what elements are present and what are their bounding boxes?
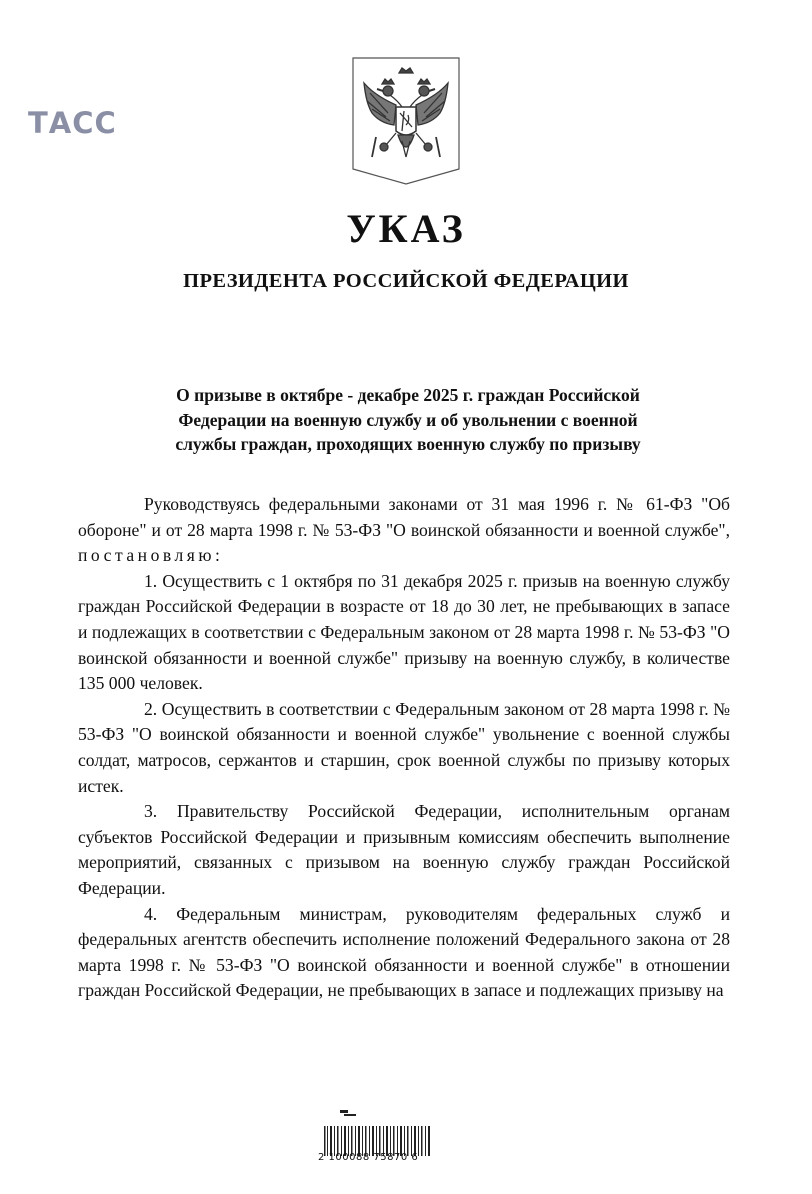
paragraph-4: 4. Федеральным министрам, руководителям федеральных служб и федеральных агентств обеспечить исполнение положений Федерального закона от 28 марта 1998 г. № 53-ФЗ "О воинской обязанности и военной службе" в отношении граждан Российской Федерации, не пребывающих в запасе и подлежащих призыву на [78, 903, 730, 1001]
tass-watermark: ТАСС [28, 106, 117, 140]
barcode-icon [320, 1108, 438, 1178]
heading-line: О призыве в октябре - декабре 2025 г. граждан Российской [176, 385, 640, 405]
heading-line: Федерации на военную службу и об увольнении с военной [178, 409, 638, 430]
document-subtitle: ПРЕЗИДЕНТА РОССИЙСКОЙ ФЕДЕРАЦИИ [183, 270, 629, 292]
paragraph-1: 1. Осуществить с 1 октября по 31 декабря 2025 г. призыв на военную службу граждан Российской Федерации в возрасте от 18 до 30 лет, не пребывающих в запасе и подлежащих в соответствии с Федеральным законом от 28 марта 1998 г. № 53-ФЗ "О воинской обязанности и военной службе" призыву на военную службу, в количестве 135 000 человек. [78, 570, 730, 694]
document-title: УКАЗ [346, 206, 466, 251]
paragraph-2: 2. Осуществить в соответствии с Федеральным законом от 28 марта 1998 г. № 53-ФЗ "О воинской обязанности и военной службе" увольнение с военной службы солдат, матросов, сержантов и старшин, срок военной службы по призыву которых истек. [78, 698, 730, 796]
preamble-text: Руководствуясь федеральными законами от 31 мая 1996 г. № 61-ФЗ "Об обороне" и от 28 марта 1998 г. № 53-ФЗ "О воинской обязанности и военной службе", [78, 494, 730, 540]
preamble-paragraph [78, 492, 730, 569]
paragraph-3: 3. Правительству Российской Федерации, исполнительным органам субъектов Российской Федерации и призывным комиссиям обеспечить выполнение мероприятий, связанных с призывом на военную службу граждан Российской Федерации. [78, 801, 730, 898]
decree-word: постановляю: [78, 545, 224, 566]
decree-body [78, 492, 730, 1004]
barcode-number: 2 100088 75870 6 [318, 1152, 419, 1163]
coat-of-arms-icon [352, 57, 460, 185]
heading-line: службы граждан, проходящих военную службу по призыву [175, 434, 641, 454]
decree-heading [112, 383, 704, 457]
